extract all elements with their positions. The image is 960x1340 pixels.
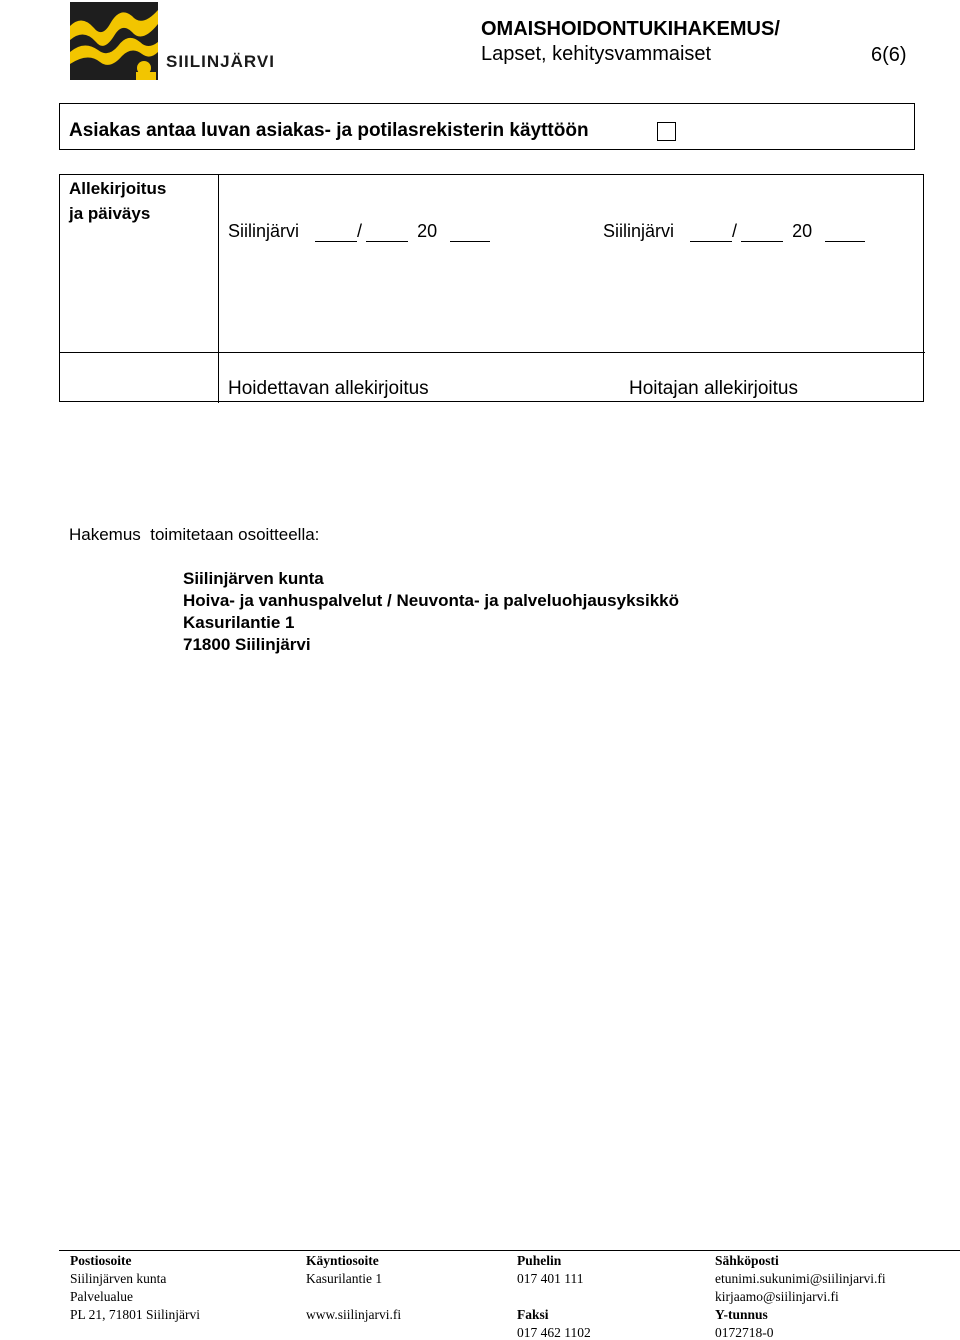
consent-checkbox[interactable]	[657, 122, 676, 141]
footer-line	[306, 1288, 401, 1306]
footer-phone	[517, 1252, 591, 1340]
footer-visit	[306, 1252, 401, 1324]
year-prefix: 20	[417, 221, 438, 241]
municipality-emblem-icon	[70, 2, 158, 80]
day-blank[interactable]	[315, 222, 357, 242]
address-line: Kasurilantie 1	[183, 613, 295, 632]
phone-number: 017 401 111	[517, 1271, 584, 1286]
footer-divider	[59, 1250, 960, 1251]
table-divider-vertical	[218, 175, 219, 403]
signature-label-line2: ja päiväys	[69, 204, 151, 223]
form-title: OMAISHOIDONTUKIHAKEMUS/	[481, 18, 780, 40]
year-blank[interactable]	[450, 222, 490, 242]
footer-spacer	[517, 1288, 591, 1306]
page-number: 6(6)	[871, 44, 907, 66]
client-signature-caption: Hoidettavan allekirjoitus	[228, 378, 429, 399]
address-line: Hoiva- ja vanhuspalvelut / Neuvonta- ja palveluohjausyksikkö	[183, 591, 679, 610]
date-slash: /	[732, 221, 738, 241]
footer-line: Siilinjärven kunta	[70, 1271, 167, 1286]
delivery-address	[183, 568, 679, 656]
year-blank[interactable]	[825, 222, 865, 242]
signature-label-line1: Allekirjoitus	[69, 179, 167, 198]
footer-heading: Faksi	[517, 1307, 549, 1322]
month-blank[interactable]	[366, 222, 408, 242]
footer-line: Kasurilantie 1	[306, 1271, 383, 1286]
signature-table	[59, 174, 924, 402]
logo-wordmark: SIILINJÄRVI	[166, 52, 275, 71]
footer-heading: Postiosoite	[70, 1253, 132, 1268]
email-link[interactable]: etunimi.sukunimi@siilinjarvi.fi	[715, 1271, 886, 1286]
fax-number: 017 462 1102	[517, 1325, 591, 1340]
footer-email	[715, 1252, 886, 1340]
year-prefix: 20	[792, 221, 813, 241]
address-line: 71800 Siilinjärvi	[183, 635, 311, 654]
caregiver-signature-caption: Hoitajan allekirjoitus	[629, 378, 798, 399]
business-id: 0172718-0	[715, 1325, 774, 1340]
footer-line: PL 21, 71801 Siilinjärvi	[70, 1307, 201, 1322]
consent-section	[59, 103, 915, 150]
date-field-client	[228, 221, 490, 242]
date-field-caregiver	[603, 221, 865, 242]
signature-label	[69, 176, 166, 226]
day-blank[interactable]	[690, 222, 732, 242]
footer-heading: Puhelin	[517, 1253, 562, 1268]
form-subtitle: Lapset, kehitysvammaiset	[481, 43, 712, 65]
siilinjarvi-logo	[70, 2, 275, 80]
table-divider-horizontal	[60, 352, 925, 353]
footer-heading: Käyntiosoite	[306, 1253, 379, 1268]
email-link[interactable]: kirjaamo@siilinjarvi.fi	[715, 1289, 839, 1304]
delivery-intro: Hakemus toimitetaan osoitteella:	[69, 525, 320, 544]
date-place: Siilinjärvi	[228, 221, 300, 241]
consent-label: Asiakas antaa luvan asiakas- ja potilasrekisterin käyttöön	[69, 120, 589, 141]
footer-heading: Y-tunnus	[715, 1307, 768, 1322]
website-link[interactable]: www.siilinjarvi.fi	[306, 1307, 402, 1322]
month-blank[interactable]	[741, 222, 783, 242]
footer-heading: Sähköposti	[715, 1253, 779, 1268]
footer-postal	[70, 1252, 200, 1324]
address-line: Siilinjärven kunta	[183, 569, 324, 588]
footer-line: Palvelualue	[70, 1289, 133, 1304]
date-slash: /	[357, 221, 363, 241]
date-place: Siilinjärvi	[603, 221, 675, 241]
